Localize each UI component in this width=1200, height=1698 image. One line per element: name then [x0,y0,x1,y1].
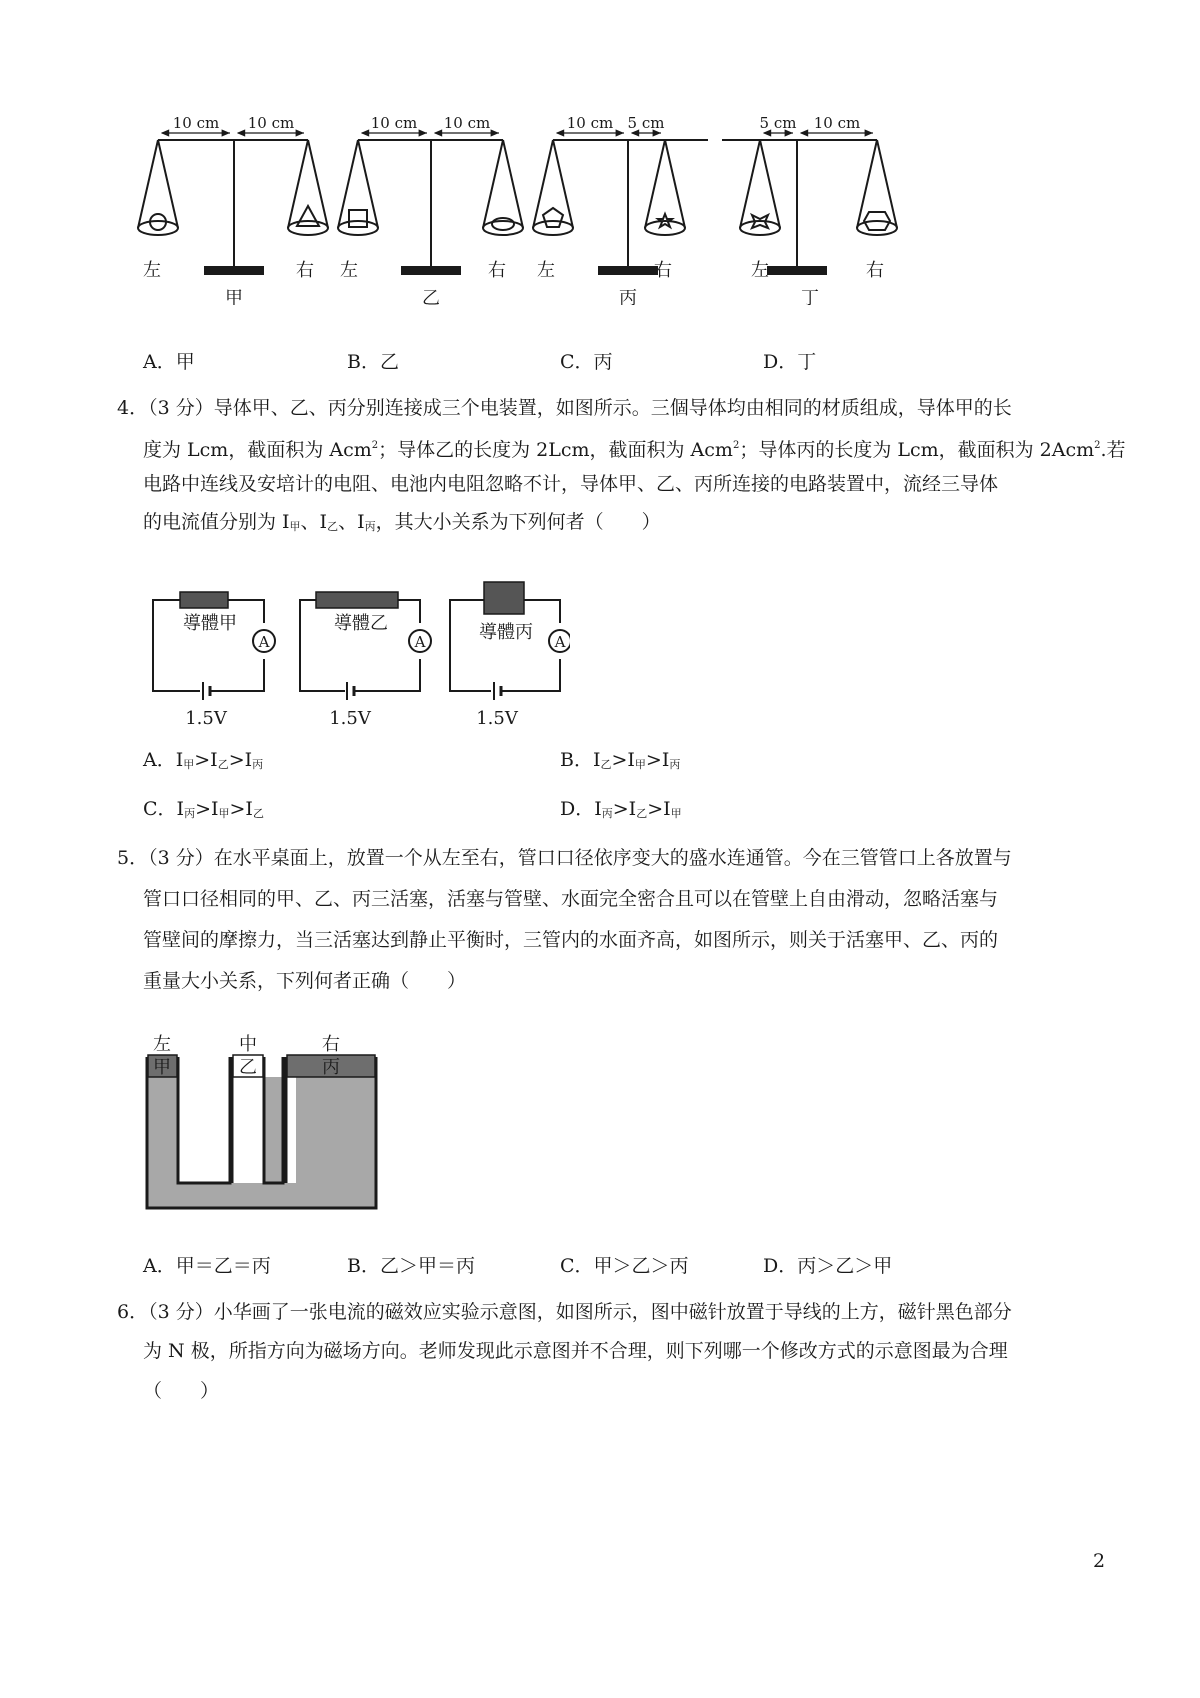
option-b[interactable]: B．$I_乙>I_甲>I_丙$ [560,749,681,771]
option-b[interactable]: B．乙＞甲＝丙 [347,1255,475,1277]
conductor-b [316,592,398,608]
question-5-line-1: 5．（3 分）在水平桌面上，放置一个从左至右，管口口径依序变大的盛水连通管。今在三管管口上各放置与 [117,847,1012,869]
page-number: 2 [1093,1550,1106,1572]
voltage-label: 1.5V [185,708,227,729]
balance-name: 甲 [225,288,243,305]
dim-label: 10 cm [172,114,220,132]
meter-label: A [258,633,270,651]
balance-name: 丁 [801,288,819,305]
option-c[interactable]: C．丙 [560,351,613,373]
conductor-label: 導體丙 [479,622,533,643]
dim-label: 10 cm [370,114,418,132]
conductor-label: 導體甲 [183,613,237,634]
balance-name: 乙 [422,288,440,305]
question-6-line-1: 6．（3 分）小华画了一张电流的磁效应实验示意图，如图所示，图中磁针放置于导线的上方，磁针黑色部分 [117,1301,1012,1323]
meter-label: A [414,633,426,651]
piston-label: 乙 [239,1057,257,1078]
question-5-line-2: 管口口径相同的甲、乙、丙三活塞，活塞与管壁、水面完全密合且可以在管壁上自由滑动，忽略活塞与 [143,888,999,910]
balance-figure [0,100,1200,305]
piston-label: 丙 [322,1057,340,1078]
position-label: 右 [322,1034,340,1055]
option-a[interactable]: A．甲＝乙＝丙 [143,1255,271,1277]
dim-label: 5 cm [627,114,665,132]
side-left-label: 左 [537,260,555,281]
question-4-line-4: 的电流值分别为 $I_甲$、$I_乙$、$I_丙$，其大小关系为下列何者（ ） [143,511,661,533]
option-d[interactable]: D．丙＞乙＞甲 [763,1255,893,1277]
question-number: 4． [117,397,149,419]
side-left-label: 左 [143,260,161,281]
question-4-line-1: 4．（3 分）导体甲、乙、丙分别连接成三个电装置，如图所示。三個导体均由相同的材质组成，导体甲的长 [117,397,1012,419]
option-c[interactable]: C．甲＞乙＞丙 [560,1255,689,1277]
voltage-label: 1.5V [329,708,371,729]
option-c[interactable]: C．$I_丙>I_甲>I_乙$ [143,798,264,820]
side-left-label: 左 [340,260,358,281]
side-right-label: 右 [488,260,506,281]
dim-label: 10 cm [443,114,491,132]
conductor-a [180,592,228,608]
side-right-label: 右 [296,260,314,281]
dim-label: 10 cm [813,114,861,132]
question-5-line-3: 管壁间的摩擦力，当三活塞达到静止平衡时，三管内的水面齐高，如图所示，则关于活塞甲、乙、丙的 [143,929,999,951]
position-label: 左 [153,1034,171,1055]
piston-label: 甲 [153,1057,171,1078]
vessel-figure [130,1030,390,1225]
conductor-label: 導體乙 [334,613,388,634]
option-d[interactable]: D．$I_丙>I_乙>I_甲$ [560,798,682,820]
question-5-line-4: 重量大小关系，下列何者正确（ ） [143,970,467,992]
option-a[interactable]: A．$I_甲>I_乙>I_丙$ [143,749,264,771]
question-6-line-3: （ ） [143,1380,220,1402]
side-left-label: 左 [751,260,769,281]
question-6-line-2: 为 N 极，所指方向为磁场方向。老师发现此示意图并不合理，则下列哪一个修改方式的示意图最为合理 [143,1340,1008,1362]
side-right-label: 右 [866,260,884,281]
option-b[interactable]: B．乙 [347,351,399,373]
option-a[interactable]: A．甲 [143,351,195,373]
meter-label: A [554,633,566,651]
balance-name: 丙 [619,288,637,305]
question-score: （3 分） [148,397,214,419]
conductor-c [484,582,524,614]
dim-label: 10 cm [566,114,614,132]
voltage-label: 1.5V [476,708,518,729]
circuit-figure [140,570,570,730]
option-d[interactable]: D．丁 [763,351,817,373]
water [147,1077,376,1208]
position-label: 中 [239,1034,257,1055]
question-4-line-2: 度为 Lcm，截面积为 Acm$^2$；导体乙的长度为 2Lcm，截面积为 Acm$^2$；导体丙的长度为 Lcm，截面积为 2Acm$^2$.若 [143,439,1126,461]
question-4-line-3: 电路中连线及安培计的电阻、电池内电阻忽略不计，导体甲、乙、丙所连接的电路装置中，流经三导体 [143,473,999,495]
dim-label: 10 cm [247,114,295,132]
side-right-label: 右 [654,260,672,281]
dim-label: 5 cm [759,114,797,132]
